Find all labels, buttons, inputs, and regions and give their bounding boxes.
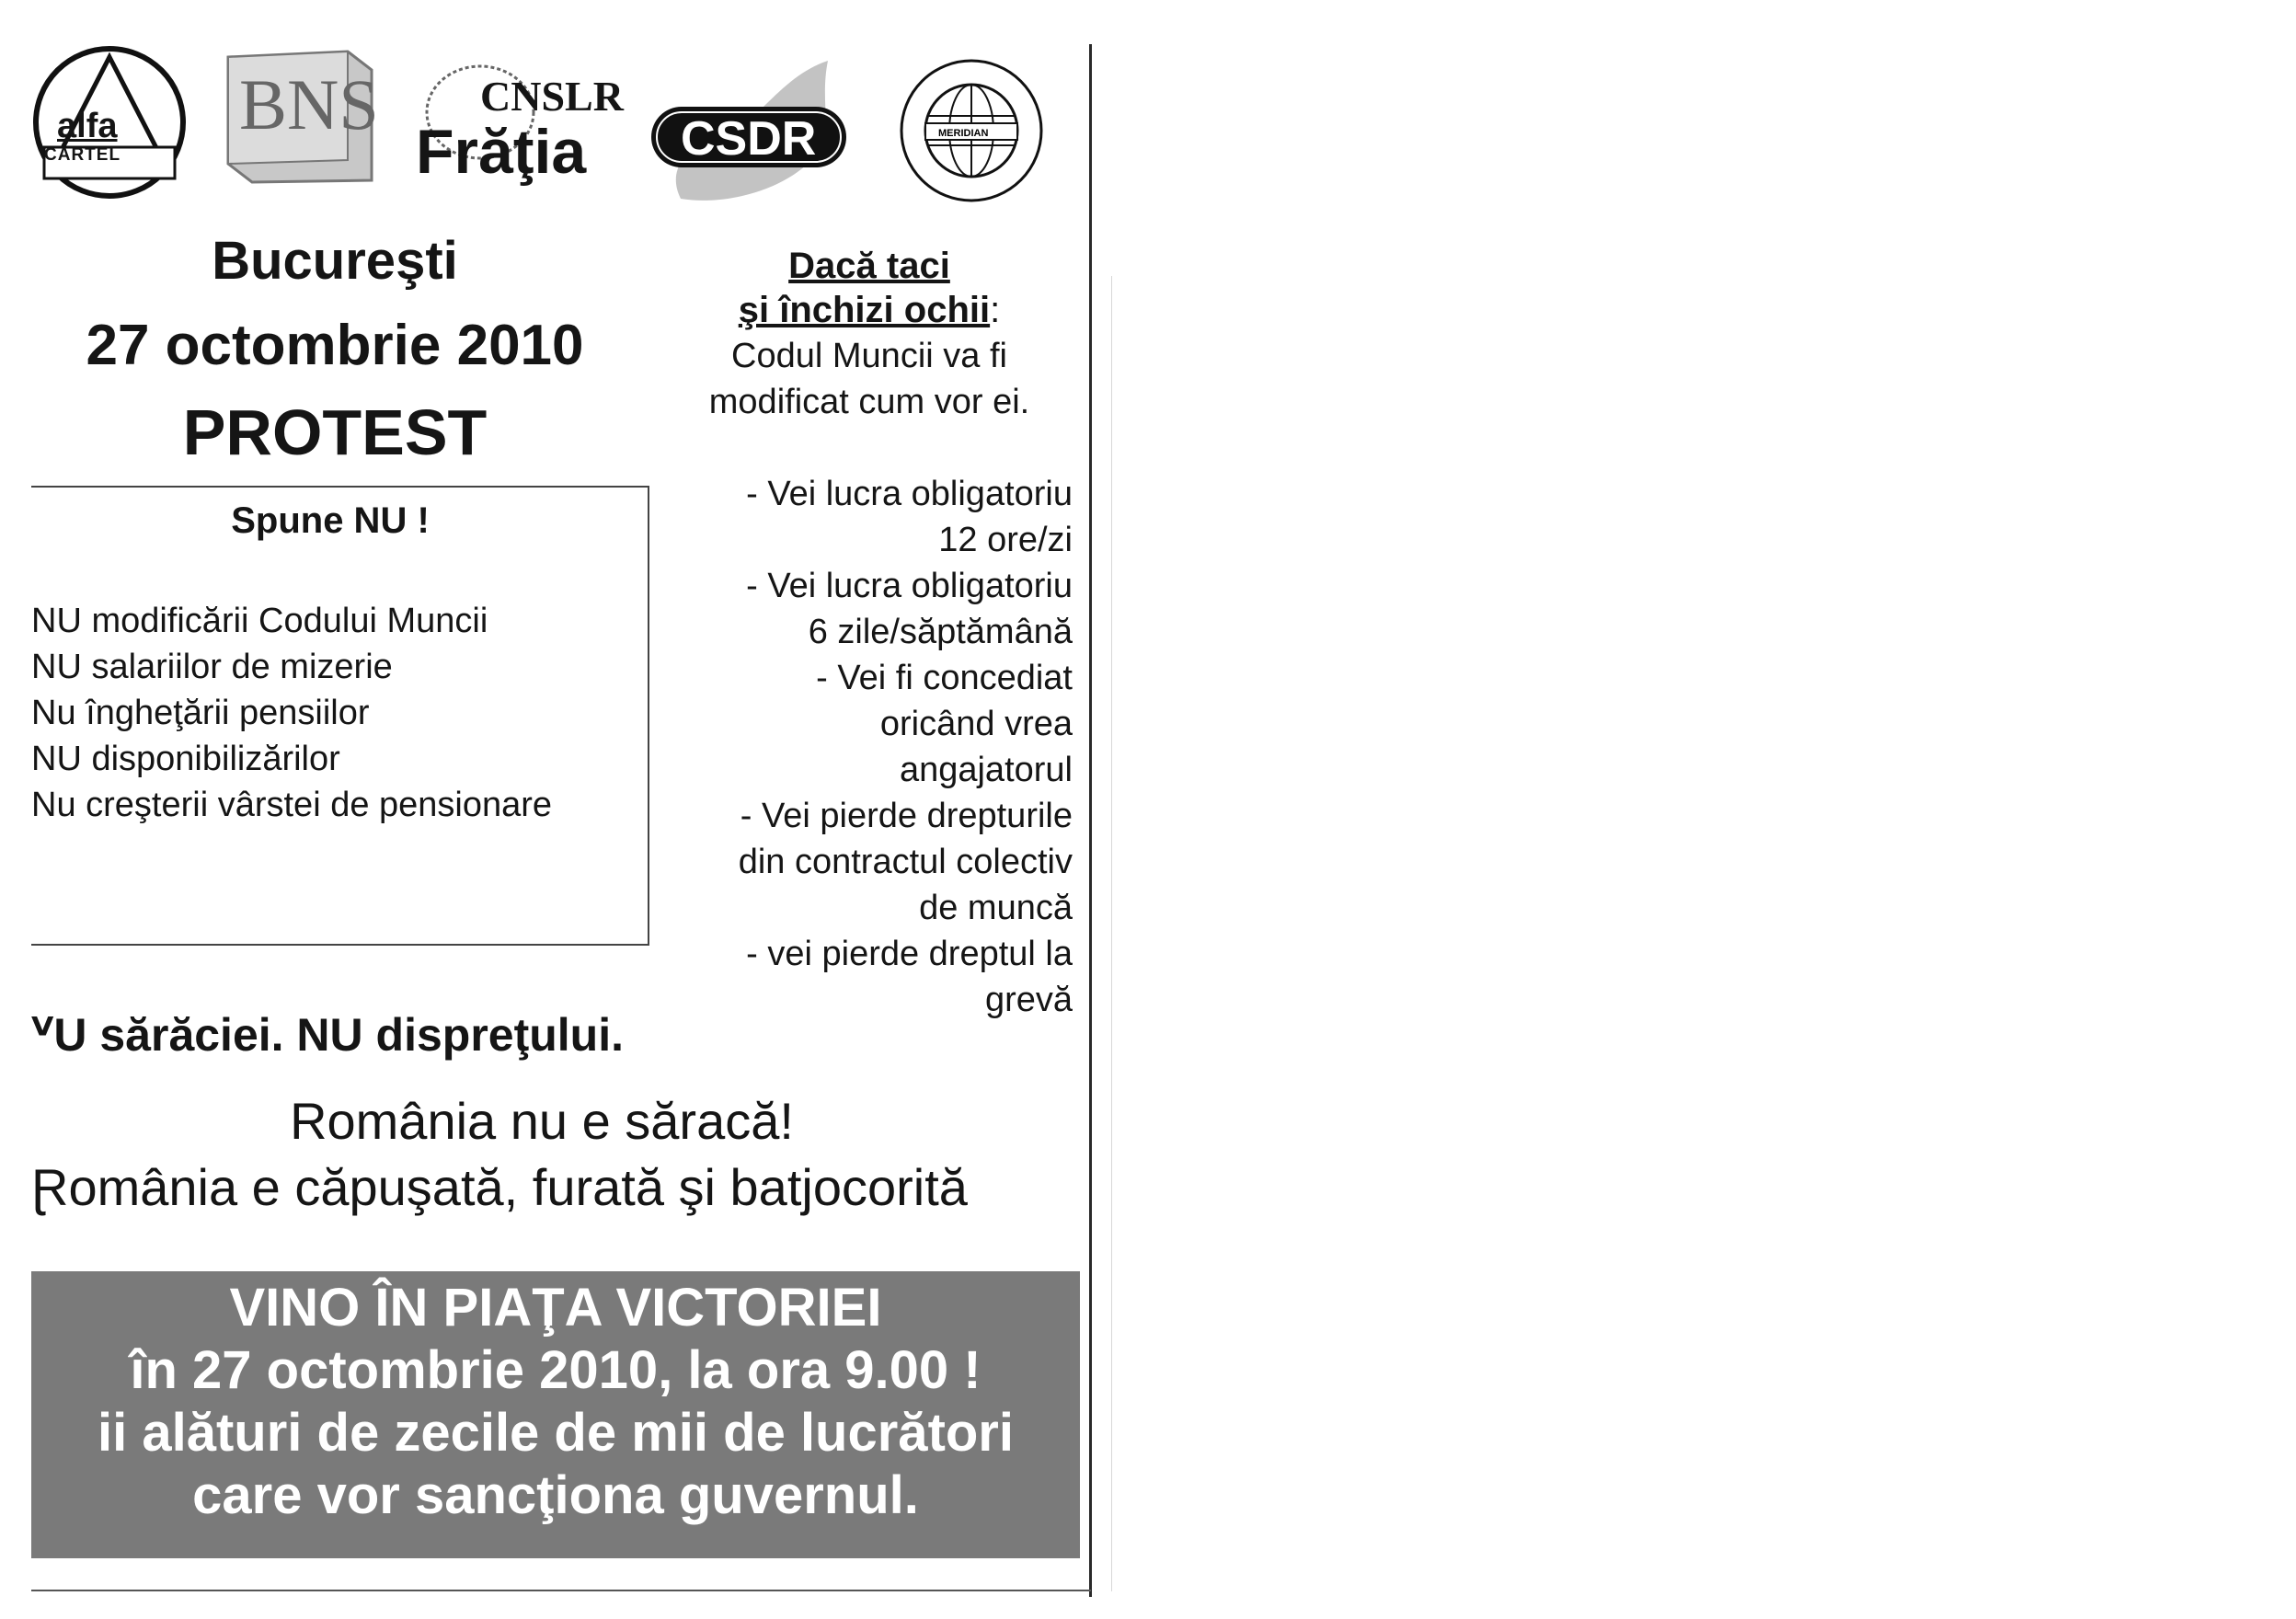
warning-bullet: - Vei lucra obligatoriu (746, 475, 1073, 513)
warning-bullet: - Vei fi concediat (816, 659, 1073, 697)
spune-nu-item: NU salariilor de mizerie (31, 648, 393, 686)
meridian-logo (898, 57, 1045, 204)
alfa-logo-text: alfa (57, 107, 118, 145)
csdr-emblem (644, 52, 855, 208)
warning-bullet: - Vei lucra obligatoriu (746, 567, 1073, 605)
warning-line-2: şi închizi ochii (738, 290, 991, 330)
headline-title: PROTEST (182, 396, 488, 468)
csdr-logo-text: CSDR (681, 112, 817, 166)
banner-line-2: în 27 octombrie 2010, la ora 9.00 ! (130, 1340, 982, 1400)
spune-nu-item: Nu creşterii vârstei de pensionare (31, 786, 553, 824)
cnslr-logo-text: CNSLR (480, 73, 624, 120)
warning-bullet: oricând vrea (879, 705, 1073, 743)
warning-body-line-2: modificat cum vor ei. (708, 383, 1030, 421)
spune-nu-item: NU disponibilizărilor (31, 740, 340, 778)
bns-logo-text: BNS (239, 64, 377, 144)
warning-body (662, 333, 1076, 425)
banner-line-4: care vor sancţiona guvernul. (192, 1465, 919, 1525)
meridian-globe-icon (898, 57, 1045, 204)
warning-bullet: din contractul colectiv (738, 843, 1073, 881)
banner-text (31, 1277, 1080, 1527)
csdr-logo (644, 52, 855, 208)
meridian-logo-text: MERIDIAN (938, 128, 989, 139)
warning-bullet: 6 zile/săptămână (808, 613, 1073, 651)
spune-nu-item: Nu îngheţării pensiilor (31, 694, 370, 732)
romania-line-2: Ɽomânia e căpuşată, furată şi batjocorită (31, 1158, 968, 1216)
warning-bullet: de muncă (919, 889, 1073, 927)
warning-bullet: - Vei pierde drepturile (740, 797, 1073, 835)
warning-bullet-list (662, 471, 1073, 1023)
warning-body-line-1: Codul Muncii va fi (731, 337, 1007, 375)
bns-emblem (219, 48, 377, 186)
warning-bullet: grevă (984, 981, 1073, 1019)
spune-nu-list (31, 598, 552, 828)
page-right-border (1089, 44, 1092, 1597)
banner-line-1: VINO ÎN PIAŢA VICTORIEI (229, 1278, 882, 1338)
warning-bullet: - vei pierde dreptul la (746, 935, 1073, 973)
headline-date: 27 octombrie 2010 (86, 314, 584, 377)
cnslr-fratia-logo (416, 55, 627, 193)
alfa-cartel-logo (31, 44, 188, 201)
headline-city: Bucureşti (212, 231, 458, 291)
romania-line-1: România nu e săracă! (290, 1092, 794, 1150)
warning-bullet: 12 ore/zi (938, 521, 1073, 559)
warning-line-2-suffix: : (990, 290, 1001, 330)
slogan-line: ⱽU sărăciei. NU dispreţului. (31, 1009, 624, 1061)
warning-line-1: Dacă taci (788, 246, 950, 286)
warning-bullet: angajatorul (899, 751, 1073, 789)
spune-nu-item: NU modificării Codului Muncii (31, 602, 488, 640)
warning-heading (662, 244, 1076, 332)
banner-line-3: ii alături de zecile de mii de lucrători (98, 1403, 1014, 1463)
spune-nu-title: Spune NU ! (231, 500, 430, 541)
fratia-logo-text: Frăţia (416, 117, 587, 187)
bns-logo (219, 48, 377, 186)
scan-edge-line (1111, 276, 1112, 1591)
cartel-logo-text: CARTEL (44, 145, 121, 165)
bottom-rule (31, 1590, 1091, 1591)
